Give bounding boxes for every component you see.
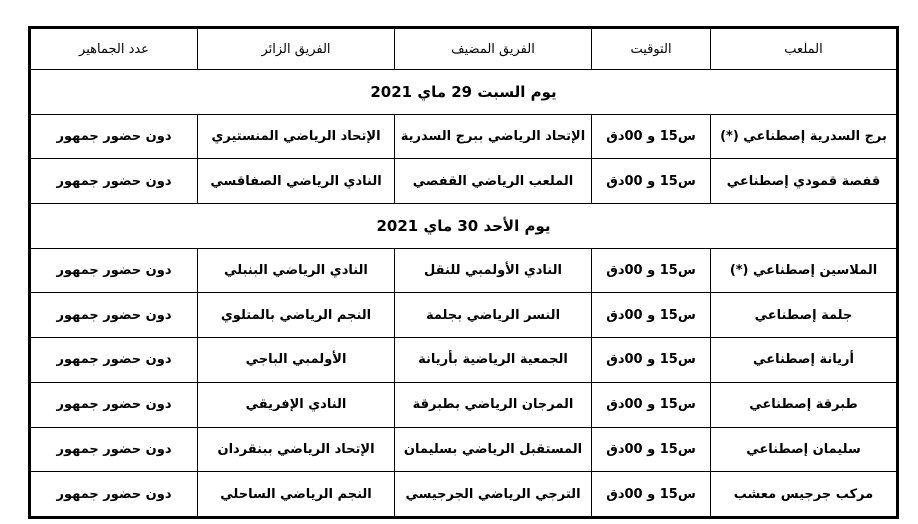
match-row xyxy=(30,248,898,293)
stadium-cell: قفصة قمودي إصطناعي xyxy=(711,159,898,204)
stadium-cell: برج السدرية إصطناعي (*) xyxy=(711,114,898,159)
time-cell: س15 و 00دق xyxy=(592,293,711,338)
match-row xyxy=(30,114,898,159)
crowd-cell: دون حضور جمهور xyxy=(30,382,198,427)
away-team-cell: النادي الرياضي البنبلي xyxy=(198,248,395,293)
home-team-cell: المستقبل الرياضي بسليمان xyxy=(395,427,592,472)
away-team-cell: الإتحاد الرياضي ببنقردان xyxy=(198,427,395,472)
home-team-cell: الإتحاد الرياضي ببرج السدرية xyxy=(395,114,592,159)
stadium-cell: طبرقة إصطناعي xyxy=(711,382,898,427)
header-row xyxy=(30,28,898,70)
time-cell: س15 و 00دق xyxy=(592,248,711,293)
crowd-cell: دون حضور جمهور xyxy=(30,472,198,518)
stadium-cell: جلمة إصطناعي xyxy=(711,293,898,338)
away-team-cell: النجم الرياضي الساحلي xyxy=(198,472,395,518)
match-row xyxy=(30,338,898,383)
header-stadium: الملعب xyxy=(711,28,898,70)
header-crowd: عدد الجماهير xyxy=(30,28,198,70)
match-schedule-table xyxy=(28,26,899,519)
match-row xyxy=(30,293,898,338)
day-title: يوم الأحد 30 ماي 2021 xyxy=(30,204,898,249)
time-cell: س15 و 00دق xyxy=(592,382,711,427)
match-row xyxy=(30,427,898,472)
away-team-cell: الإتحاد الرياضي المنستيري xyxy=(198,114,395,159)
day-title: يوم السبت 29 ماي 2021 xyxy=(30,70,898,115)
away-team-cell: الأولمبي الباجي xyxy=(198,338,395,383)
crowd-cell: دون حضور جمهور xyxy=(30,338,198,383)
day-row-saturday xyxy=(30,70,898,115)
header-time: التوقيت xyxy=(592,28,711,70)
away-team-cell: النادي الرياضي الصفاقسي xyxy=(198,159,395,204)
crowd-cell: دون حضور جمهور xyxy=(30,159,198,204)
crowd-cell: دون حضور جمهور xyxy=(30,293,198,338)
home-team-cell: الترجي الرياضي الجرجيسي xyxy=(395,472,592,518)
stadium-cell: سليمان إصطناعي xyxy=(711,427,898,472)
crowd-cell: دون حضور جمهور xyxy=(30,114,198,159)
crowd-cell: دون حضور جمهور xyxy=(30,427,198,472)
home-team-cell: الملعب الرياضي القفصي xyxy=(395,159,592,204)
crowd-cell: دون حضور جمهور xyxy=(30,248,198,293)
time-cell: س15 و 00دق xyxy=(592,338,711,383)
match-row xyxy=(30,159,898,204)
time-cell: س15 و 00دق xyxy=(592,114,711,159)
home-team-cell: الجمعية الرياضية بأريانة xyxy=(395,338,592,383)
header-home-team: الفريق المضيف xyxy=(395,28,592,70)
time-cell: س15 و 00دق xyxy=(592,159,711,204)
day-row-sunday xyxy=(30,204,898,249)
time-cell: س15 و 00دق xyxy=(592,427,711,472)
away-team-cell: النجم الرياضي بالمتلوي xyxy=(198,293,395,338)
time-cell: س15 و 00دق xyxy=(592,472,711,518)
match-row xyxy=(30,472,898,518)
home-team-cell: النسر الرياضي بجلمة xyxy=(395,293,592,338)
header-away-team: الفريق الزائر xyxy=(198,28,395,70)
match-row xyxy=(30,382,898,427)
away-team-cell: النادي الإفريقي xyxy=(198,382,395,427)
home-team-cell: المرجان الرياضي بطبرقة xyxy=(395,382,592,427)
stadium-cell: مركب جرجيس معشب xyxy=(711,472,898,518)
stadium-cell: أريانة إصطناعي xyxy=(711,338,898,383)
stadium-cell: الملاسين إصطناعي (*) xyxy=(711,248,898,293)
home-team-cell: النادي الأولمبي للنقل xyxy=(395,248,592,293)
